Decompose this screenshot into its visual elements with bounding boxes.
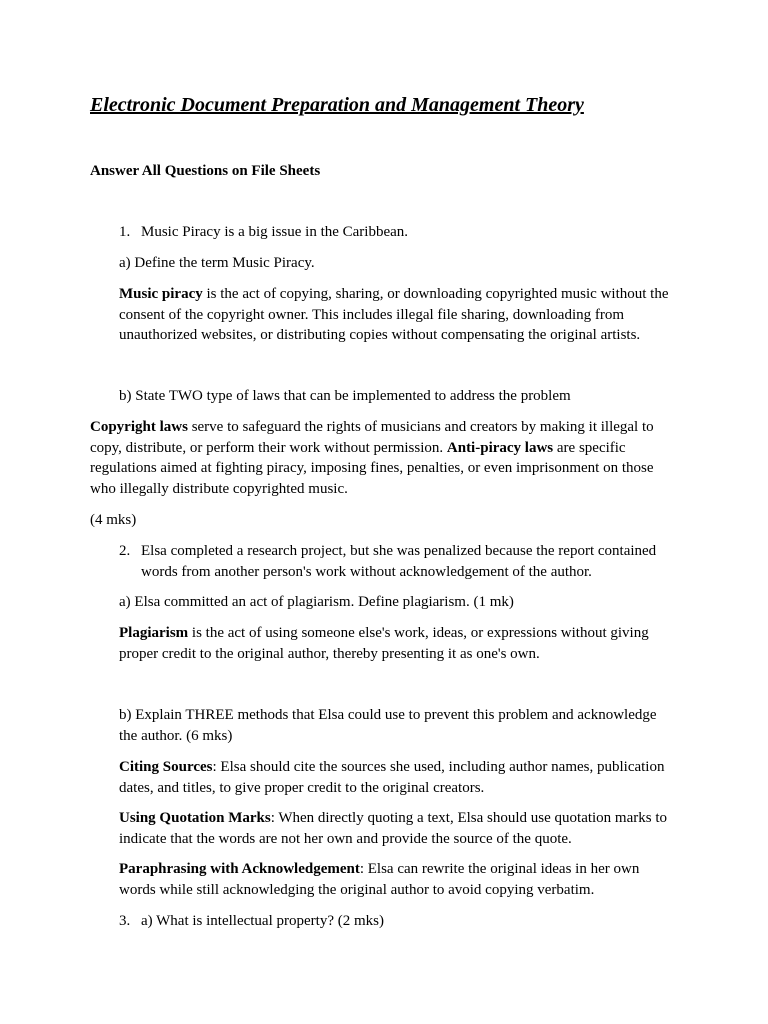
- answer-2a-text: is the act of using someone else's work, ideas, or expressions without giving proper credit to the original author, thereby presenting it as one's own.: [119, 625, 649, 662]
- answer-2b-method-3: [119, 859, 675, 900]
- question-2: [119, 541, 675, 582]
- question-1-number: 1.: [119, 224, 131, 240]
- answer-1b: [90, 417, 668, 499]
- question-1b: b) State TWO type of laws that can be implemented to address the problem: [119, 388, 571, 404]
- answer-1a-term: Music piracy: [119, 286, 203, 302]
- question-3-number: 3.: [119, 913, 131, 929]
- instruction-text: Answer All Questions on File Sheets: [90, 163, 321, 179]
- method-1-term: Citing Sources: [119, 759, 213, 775]
- answer-2b-method-1: [119, 757, 675, 798]
- question-2b: b) Explain THREE methods that Elsa could use to prevent this problem and acknowledge the author. (6 mks): [119, 707, 657, 744]
- document-title: Electronic Document Preparation and Management Theory: [90, 94, 584, 116]
- method-2-text: : When directly quoting a text, Elsa should use quotation marks to indicate that the words are not her own and provide the source of the quote.: [119, 810, 668, 847]
- answer-2b-method-2: [119, 808, 675, 849]
- question-2a: a) Elsa committed an act of plagiarism. Define plagiarism. (1 mk): [119, 594, 514, 610]
- answer-2a-term: Plagiarism: [119, 625, 189, 641]
- question-1-marks: (4 mks): [90, 512, 137, 528]
- question-2-text: Elsa completed a research project, but she was penalized because the report contained words from another person's work without acknowledgement of the author.: [141, 543, 657, 580]
- answer-1b-text-2: are specific regulations aimed at fighting piracy, imposing fines, penalties, or even imprisonment on those who illegally distribute copyrighted music.: [90, 439, 654, 497]
- method-3-text: : Elsa can rewrite the original ideas in her own words while still acknowledging the original author to avoid copying verbatim.: [119, 861, 640, 898]
- question-3-text: a) What is intellectual property? (2 mks): [141, 913, 384, 929]
- question-1-text: Music Piracy is a big issue in the Caribbean.: [141, 224, 409, 240]
- answer-1a: [119, 284, 675, 346]
- answer-1b-term-2: Anti-piracy laws: [446, 439, 554, 456]
- method-3-term: Paraphrasing with Acknowledgement: [119, 861, 360, 877]
- answer-2a: [119, 623, 675, 664]
- answer-1b-term-1: Copyright laws: [90, 419, 188, 435]
- question-2-number: 2.: [119, 543, 131, 559]
- question-1a: a) Define the term Music Piracy.: [119, 255, 315, 271]
- answer-1b-text-1: serve to safeguard the rights of musicians and creators by making it illegal to copy, distribute, or perform their work without permission.: [90, 419, 654, 456]
- method-2-term: Using Quotation Marks: [119, 810, 271, 826]
- question-3: [119, 911, 675, 932]
- question-1: [119, 222, 675, 243]
- method-1-text: : Elsa should cite the sources she used, including author names, publication dates, and titles, to give proper credit to the original creators.: [119, 759, 665, 796]
- answer-1a-text: is the act of copying, sharing, or downloading copyrighted music without the consent of the copyright owner. This includes illegal file sharing, downloading from unauthorized websites, or distributing copies without compensating the original artists.: [119, 286, 669, 343]
